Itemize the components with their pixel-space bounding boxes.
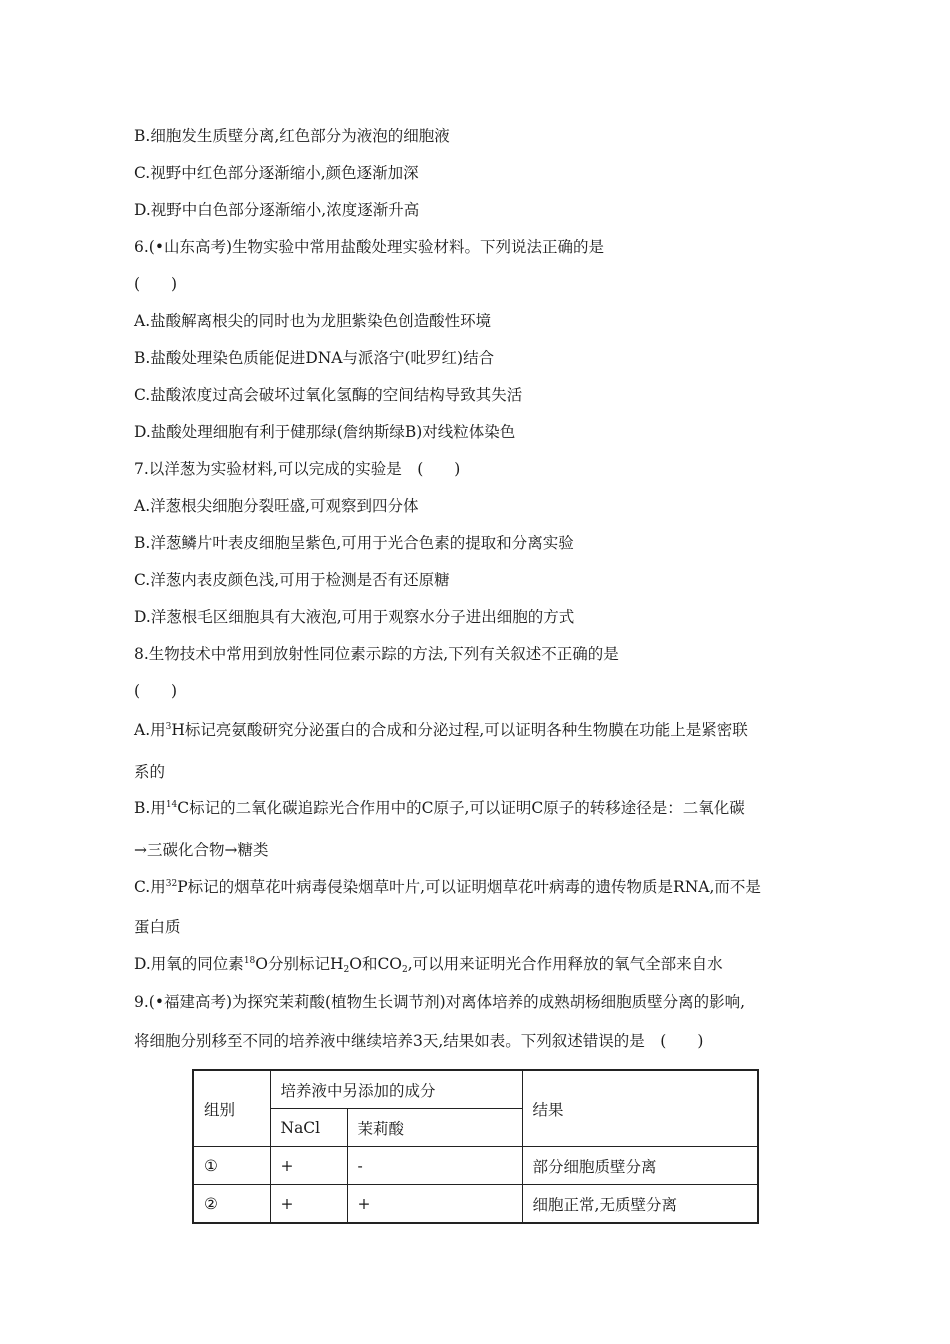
option-b-q5: B.细胞发生质壁分离,红色部分为液泡的细胞液 [134,127,450,145]
option-b-q8-continued: →三碳化合物→糖类 [134,841,269,859]
cell-result: 部分细胞质壁分离 [522,1147,758,1185]
question-7-stem: 7.以洋葱为实验材料,可以完成的实验是 ( ) [134,460,461,478]
option-d-q8-water-label: O分别标记H [255,955,344,973]
cell-nacl: + [270,1185,347,1224]
option-c-q8-prefix: C.用 [134,878,166,896]
option-a-q6: A.盐酸解离根尖的同时也为龙胆紫染色创造酸性环境 [134,312,492,330]
header-result: 结果 [522,1070,758,1147]
option-c-q8-continued: 蛋白质 [134,918,181,936]
option-d-q5: D.视野中白色部分逐渐缩小,浓度逐渐升高 [134,201,420,219]
option-d-q6: D.盐酸处理细胞有利于健那绿(詹纳斯绿B)对线粒体染色 [134,423,516,441]
experiment-results-table [192,1069,759,1224]
option-a-q7: A.洋葱根尖细胞分裂旺盛,可观察到四分体 [134,497,419,515]
option-c-q8-text: P标记的烟草花叶病毒侵染烟草叶片,可以证明烟草花叶病毒的遗传物质是RNA,而不是 [177,878,761,896]
option-b-q7: B.洋葱鳞片叶表皮细胞呈紫色,可用于光合色素的提取和分离实验 [134,534,574,552]
option-a-q8-text: H标记亮氨酸研究分泌蛋白的合成和分泌过程,可以证明各种生物膜在功能上是紧密联 [171,721,748,739]
option-b-q8-text: C标记的二氧化碳追踪光合作用中的C原子,可以证明C原子的转移途径是：二氧化碳 [177,799,745,817]
option-d-q8-co2-label: O和CO [349,955,403,973]
isotope-mass-3: 3 [165,722,172,732]
option-d-q7: D.洋葱根毛区细胞具有大液泡,可用于观察水分子进出细胞的方式 [134,608,575,626]
question-8-answer-blank: ( ) [134,682,178,700]
option-b-q6: B.盐酸处理染色质能促进DNA与派洛宁(吡罗红)结合 [134,349,495,367]
isotope-mass-32: 32 [165,879,178,889]
option-d-q8-prefix: D.用氧的同位素 [134,955,244,973]
cell-jasmonic-acid: + [347,1185,522,1224]
cell-group: ① [193,1147,270,1185]
table-row [193,1185,758,1224]
option-c-q6: C.盐酸浓度过高会破坏过氧化氢酶的空间结构导致其失活 [134,386,523,404]
option-a-q8 [134,720,748,740]
question-8-stem: 8.生物技术中常用到放射性同位素示踪的方法,下列有关叙述不正确的是 [134,645,619,663]
header-added-components: 培养液中另添加的成分 [270,1070,522,1109]
option-a-q8-prefix: A.用 [134,721,166,739]
option-c-q8 [134,877,761,897]
question-9-stem-continued: 将细胞分别移至不同的培养液中继续培养3天,结果如表。下列叙述错误的是 ( ) [134,1032,704,1050]
option-c-q7: C.洋葱内表皮颜色浅,可用于检测是否有还原糖 [134,571,450,589]
header-nacl: NaCl [270,1109,347,1147]
header-jasmonic-acid: 茉莉酸 [347,1109,522,1147]
question-6-stem: 6.(•山东高考)生物实验中常用盐酸处理实验材料。下列说法正确的是 [134,238,605,256]
isotope-mass-14: 14 [165,800,178,810]
cell-jasmonic-acid: - [347,1147,522,1185]
cell-nacl: + [270,1147,347,1185]
option-d-q8 [134,954,723,974]
subscript-2-water: 2 [343,965,350,975]
option-b-q8 [134,798,745,818]
subscript-2-co2: 2 [402,965,408,975]
option-a-q8-continued: 系的 [134,763,166,781]
cell-result: 细胞正常,无质壁分离 [522,1185,758,1224]
cell-group: ② [193,1185,270,1224]
header-group: 组别 [193,1070,270,1147]
question-9-stem: 9.(•福建高考)为探究茉莉酸(植物生长调节剂)对离体培养的成熟胡杨细胞质壁分离的影响, [134,993,746,1011]
question-6-answer-blank: ( ) [134,275,178,293]
table-row [193,1147,758,1185]
table-header-row [193,1070,758,1109]
option-d-q8-text: ,可以用来证明光合作用释放的氧气全部来自水 [407,955,723,973]
option-b-q8-prefix: B.用 [134,799,166,817]
isotope-mass-18: 18 [243,956,256,966]
option-c-q5: C.视野中红色部分逐渐缩小,颜色逐渐加深 [134,164,419,182]
